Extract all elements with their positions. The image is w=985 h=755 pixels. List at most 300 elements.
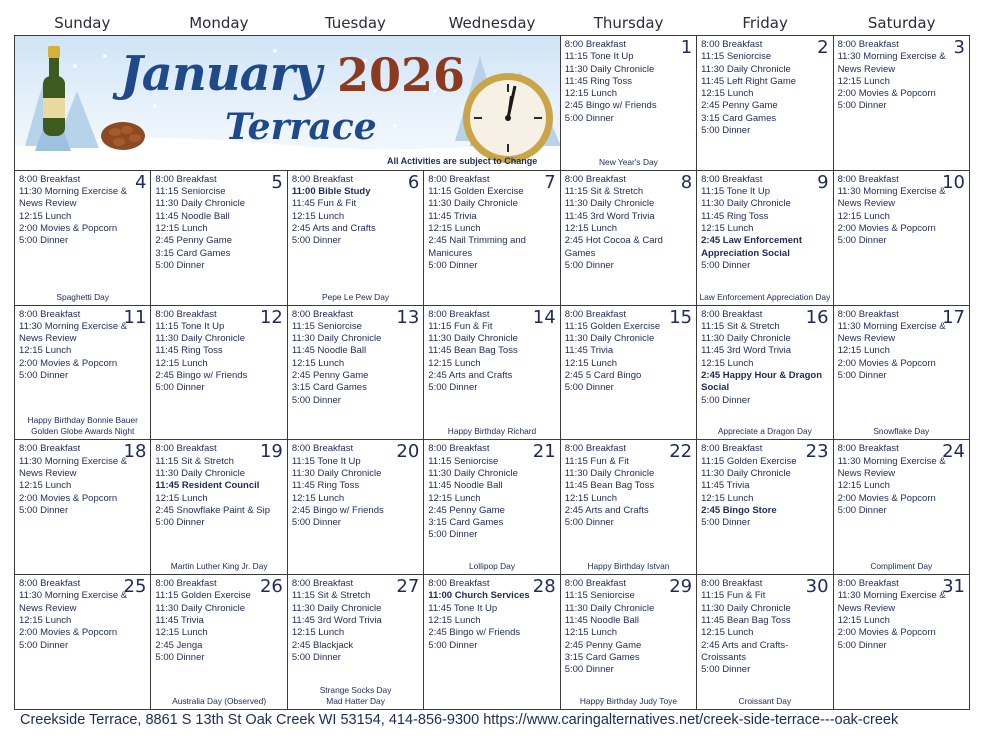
activity-item: 11:45 Trivia bbox=[155, 615, 204, 627]
activity-item: 2:00 Movies & Popcorn bbox=[837, 627, 936, 639]
day-cell bbox=[288, 440, 424, 575]
day-number: 9 bbox=[817, 171, 829, 193]
day-note bbox=[17, 292, 148, 303]
day-note bbox=[426, 561, 557, 572]
activity-item: News Review bbox=[837, 602, 896, 614]
activity-list bbox=[564, 171, 694, 272]
day-note bbox=[699, 696, 830, 707]
activity-item: 2:45 Penny Game bbox=[155, 235, 232, 247]
activity-item: 2:45 Bingo w/ Friends bbox=[291, 504, 384, 516]
activity-item: 12:15 Lunch bbox=[701, 357, 754, 369]
activity-item: 8:00 Breakfast bbox=[19, 308, 81, 320]
activity-item: 12:15 Lunch bbox=[155, 222, 208, 234]
activity-list bbox=[291, 306, 421, 407]
activity-item: 12:15 Lunch bbox=[155, 357, 208, 369]
activity-list bbox=[701, 306, 830, 407]
activity-item: 12:15 Lunch bbox=[564, 492, 617, 504]
activity-item: 12:15 Lunch bbox=[19, 210, 72, 222]
activity-item: 5:00 Dinner bbox=[428, 259, 478, 271]
activity-item: 11:30 Morning Exercise & bbox=[837, 455, 946, 467]
activity-item: 11:15 Tone It Up bbox=[155, 320, 225, 332]
activity-item: 3:15 Card Games bbox=[155, 247, 231, 259]
activity-list bbox=[291, 171, 421, 248]
activity-item: 11:15 Seniorcise bbox=[155, 186, 226, 198]
day-number: 28 bbox=[532, 576, 556, 598]
activity-item: 2:45 Hot Cocoa & Card Games bbox=[564, 235, 663, 259]
activity-item: 8:00 Breakfast bbox=[837, 39, 899, 50]
activity-item: 12:15 Lunch bbox=[564, 627, 617, 639]
day-note bbox=[563, 561, 694, 572]
activity-item: 11:30 Daily Chronicle bbox=[564, 198, 655, 210]
day-cell bbox=[834, 306, 970, 441]
activity-item: 11:15 Sit & Stretch bbox=[701, 320, 780, 332]
activity-item: 5:00 Dinner bbox=[564, 112, 614, 124]
activity-item: 11:45 Fun & Fit bbox=[291, 198, 357, 210]
activity-item: 11:45 Resident Council bbox=[155, 480, 260, 492]
day-cell bbox=[834, 171, 970, 306]
day-number: 27 bbox=[396, 576, 420, 598]
activity-list bbox=[565, 39, 694, 125]
day-note-line: Appreciate a Dragon Day bbox=[717, 426, 812, 437]
activity-item: 5:00 Dinner bbox=[155, 382, 205, 394]
day-number: 22 bbox=[669, 441, 693, 463]
day-cell bbox=[561, 171, 697, 306]
activity-item: 11:45 3rd Word Trivia bbox=[701, 345, 792, 357]
activity-item: 8:00 Breakfast bbox=[291, 578, 354, 590]
activity-item: 5:00 Dinner bbox=[701, 394, 751, 406]
activity-item: 11:30 Morning Exercise & bbox=[19, 455, 128, 467]
day-note-line: Australia Day (Observed) bbox=[172, 696, 267, 706]
day-number: 5 bbox=[271, 171, 283, 193]
activity-item: 11:15 Sit & Stretch bbox=[564, 186, 644, 198]
day-cell bbox=[151, 171, 287, 306]
day-note bbox=[426, 426, 557, 437]
activity-item: 11:45 Noodle Ball bbox=[428, 480, 503, 492]
activity-item: 11:15 Seniorcise bbox=[701, 51, 772, 63]
activity-item: 3:15 Card Games bbox=[564, 651, 640, 663]
day-number: 26 bbox=[259, 576, 283, 598]
activity-item: 12:15 Lunch bbox=[428, 222, 481, 234]
activity-item: 11:45 Tone It Up bbox=[428, 602, 498, 614]
activity-item: 11:15 Sit & Stretch bbox=[291, 590, 371, 602]
day-number: 6 bbox=[407, 171, 420, 193]
day-cell bbox=[288, 171, 424, 306]
activity-item: 5:00 Dinner bbox=[19, 370, 69, 382]
activity-item: 11:30 Morning Exercise & bbox=[837, 51, 946, 63]
day-cell bbox=[424, 171, 560, 306]
day-note-line: Golden Globe Awards Night bbox=[31, 426, 135, 437]
activity-list bbox=[838, 443, 967, 517]
activity-item: 8:00 Breakfast bbox=[428, 308, 490, 320]
day-number: 24 bbox=[942, 441, 965, 463]
activity-item: 11:30 Daily Chronicle bbox=[291, 602, 382, 614]
activity-item: 8:00 Breakfast bbox=[564, 39, 626, 50]
pine-cone-icon bbox=[101, 122, 145, 150]
activity-item: 2:45 Bingo w/ Friends bbox=[155, 370, 248, 382]
activity-item: 2:45 Penny Game bbox=[428, 504, 505, 516]
day-number: 11 bbox=[123, 306, 147, 328]
activity-item: 5:00 Dinner bbox=[19, 504, 69, 516]
activity-item: 8:00 Breakfast bbox=[155, 578, 217, 590]
activity-item: 8:00 Breakfast bbox=[564, 578, 626, 590]
activity-item: 2:00 Movies & Popcorn bbox=[837, 88, 936, 100]
activity-item: 8:00 Breakfast bbox=[155, 173, 217, 185]
activity-item: 11:30 Daily Chronicle bbox=[155, 602, 246, 614]
activity-item: 5:00 Dinner bbox=[701, 125, 751, 137]
activity-item: 11:30 Daily Chronicle bbox=[428, 198, 518, 210]
day-cell bbox=[834, 575, 970, 710]
day-note bbox=[153, 696, 284, 707]
activity-item: 2:00 Movies & Popcorn bbox=[837, 357, 936, 369]
dow-tuesday: Tuesday bbox=[324, 14, 386, 32]
activity-item: 5:00 Dinner bbox=[701, 259, 751, 271]
activity-item: News Review bbox=[837, 333, 896, 345]
activity-item: 5:00 Dinner bbox=[291, 651, 341, 663]
clock-icon bbox=[463, 73, 553, 163]
activity-item: 11:30 Daily Chronicle bbox=[701, 602, 791, 614]
activity-item: 8:00 Breakfast bbox=[428, 173, 490, 185]
activity-list bbox=[837, 306, 967, 383]
activity-item: 11:45 Trivia bbox=[701, 480, 750, 492]
activity-item: 12:15 Lunch bbox=[428, 357, 481, 369]
activity-item: 2:45 Bingo w/ Friends bbox=[564, 100, 657, 112]
day-number: 15 bbox=[669, 306, 693, 328]
activity-item: 2:45 Bingo w/ Friends bbox=[428, 627, 521, 639]
activity-item: 11:30 Daily Chronicle bbox=[701, 333, 791, 345]
day-cell bbox=[15, 575, 151, 710]
day-note bbox=[290, 685, 421, 707]
dow-friday: Friday bbox=[742, 14, 788, 32]
banner-title-sub: Terrace bbox=[225, 106, 377, 148]
activity-item: 5:00 Dinner bbox=[291, 517, 341, 529]
activity-item: 11:30 Daily Chronicle bbox=[564, 467, 655, 479]
day-cell bbox=[15, 171, 151, 306]
activity-list bbox=[292, 578, 421, 664]
activity-item: 5:00 Dinner bbox=[428, 382, 478, 394]
footer-address: Creekside Terrace, 8861 S 13th St Oak Creek WI 53154, 414-856-9300 https://www.caringalternatives.net/creek-side-terrace---oak-creek bbox=[20, 712, 899, 728]
day-cell bbox=[424, 575, 560, 710]
activity-item: 12:15 Lunch bbox=[291, 492, 345, 504]
activity-item: 11:30 Daily Chronicle bbox=[564, 602, 655, 614]
activity-item: 11:15 Seniorcise bbox=[428, 455, 499, 467]
day-number: 12 bbox=[259, 306, 283, 328]
day-cell bbox=[834, 440, 970, 575]
day-number: 31 bbox=[942, 576, 965, 598]
day-note-line: Martin Luther King Jr. Day bbox=[170, 561, 268, 572]
activity-item: 8:00 Breakfast bbox=[428, 578, 490, 590]
activity-item: 2:45 Arts and Crafts- Croissants bbox=[701, 639, 789, 663]
day-note bbox=[699, 426, 830, 437]
activity-item: 2:45 Law Enforcement Appreciation Social bbox=[701, 235, 802, 259]
activity-item: 12:15 Lunch bbox=[701, 627, 754, 639]
activity-item: 12:15 Lunch bbox=[155, 627, 208, 639]
activity-item: 8:00 Breakfast bbox=[701, 39, 763, 50]
activity-item: 11:45 Ring Toss bbox=[564, 75, 632, 87]
activity-item: 11:15 Tone It Up bbox=[564, 51, 634, 63]
activity-item: 2:45 Penny Game bbox=[291, 370, 369, 382]
day-cell bbox=[151, 306, 287, 441]
activity-list bbox=[565, 443, 694, 529]
activity-item: News Review bbox=[837, 63, 896, 75]
activity-item: 5:00 Dinner bbox=[155, 651, 205, 663]
activity-item: 12:15 Lunch bbox=[837, 480, 890, 492]
activity-list bbox=[701, 39, 830, 137]
activity-list bbox=[292, 443, 421, 529]
activity-item: 12:15 Lunch bbox=[428, 615, 481, 627]
activity-item: 11:30 Morning Exercise & bbox=[19, 320, 128, 332]
day-number: 20 bbox=[396, 441, 420, 463]
activity-item: 5:00 Dinner bbox=[837, 639, 887, 651]
activity-item: 8:00 Breakfast bbox=[564, 173, 626, 185]
activity-item: 2:00 Movies & Popcorn bbox=[837, 222, 936, 234]
activity-item: 5:00 Dinner bbox=[19, 639, 69, 651]
activity-item: 8:00 Breakfast bbox=[155, 308, 217, 320]
activity-item: News Review bbox=[837, 467, 896, 479]
calendar-grid bbox=[14, 35, 970, 710]
day-note-line: New Year's Day bbox=[598, 156, 658, 167]
activity-item: 5:00 Dinner bbox=[837, 504, 887, 516]
day-cell bbox=[288, 575, 424, 710]
day-cell bbox=[697, 575, 833, 710]
day-number: 29 bbox=[669, 576, 693, 598]
activity-item: 11:00 Bible Study bbox=[291, 186, 371, 198]
activity-item: 11:45 3rd Word Trivia bbox=[291, 615, 382, 627]
activity-item: 11:15 Golden Exercise bbox=[428, 186, 524, 198]
day-cell bbox=[697, 171, 833, 306]
day-cell bbox=[561, 440, 697, 575]
day-cell bbox=[151, 440, 287, 575]
calendar-banner bbox=[15, 36, 561, 171]
activity-item: 11:30 Morning Exercise & bbox=[19, 590, 128, 602]
day-note bbox=[563, 157, 694, 168]
activity-list bbox=[564, 306, 694, 395]
dow-sunday: Sunday bbox=[54, 14, 111, 32]
activity-item: 11:15 Seniorcise bbox=[564, 590, 635, 602]
day-note bbox=[17, 415, 148, 437]
activity-item: 11:15 Golden Exercise bbox=[155, 590, 251, 602]
activity-item: 8:00 Breakfast bbox=[701, 173, 763, 185]
activity-list bbox=[428, 578, 557, 652]
activity-item: 5:00 Dinner bbox=[837, 100, 887, 112]
activity-item: 8:00 Breakfast bbox=[291, 308, 354, 320]
day-number: 21 bbox=[532, 441, 556, 463]
activity-item: 12:15 Lunch bbox=[564, 88, 617, 100]
day-number: 30 bbox=[805, 576, 829, 598]
activity-item: 5:00 Dinner bbox=[428, 529, 478, 541]
day-note-line: Happy Birthday Richard bbox=[447, 426, 537, 437]
banner-disclaimer: All Activities are subject to Change bbox=[387, 155, 538, 166]
day-number: 17 bbox=[942, 306, 965, 328]
day-number: 3 bbox=[953, 37, 965, 58]
activity-item: News Review bbox=[19, 602, 77, 614]
activity-item: 2:45 Arts and Crafts bbox=[291, 222, 376, 234]
activity-item: 8:00 Breakfast bbox=[837, 578, 899, 590]
day-number: 2 bbox=[817, 37, 829, 58]
activity-item: 5:00 Dinner bbox=[428, 639, 478, 651]
day-cell bbox=[424, 440, 560, 575]
activity-item: 11:45 Trivia bbox=[428, 210, 477, 222]
activity-item: 11:45 Bean Bag Toss bbox=[701, 615, 791, 627]
activity-item: 11:45 Bean Bag Toss bbox=[428, 345, 518, 357]
activity-item: 8:00 Breakfast bbox=[291, 173, 354, 185]
activity-item: 3:15 Card Games bbox=[291, 382, 367, 394]
activity-item: 12:15 Lunch bbox=[291, 210, 345, 222]
activity-item: 11:45 Ring Toss bbox=[155, 345, 223, 357]
activity-item: 2:00 Movies & Popcorn bbox=[19, 492, 118, 504]
day-number: 23 bbox=[805, 441, 829, 463]
day-cell bbox=[834, 36, 970, 171]
day-number: 16 bbox=[805, 306, 829, 328]
days-of-week-header bbox=[14, 14, 970, 34]
activity-item: 5:00 Dinner bbox=[564, 382, 614, 394]
activity-item: 12:15 Lunch bbox=[19, 480, 72, 492]
day-note-line: Happy Birthday Judy Toye bbox=[579, 696, 677, 706]
day-number: 18 bbox=[123, 441, 147, 463]
activity-list bbox=[701, 171, 830, 272]
activity-item: 12:15 Lunch bbox=[701, 88, 754, 100]
activity-list bbox=[155, 171, 284, 272]
activity-item: 2:45 Penny Game bbox=[564, 639, 642, 651]
activity-list bbox=[428, 171, 557, 272]
activity-item: 8:00 Breakfast bbox=[19, 578, 81, 590]
activity-item: 8:00 Breakfast bbox=[837, 443, 899, 455]
activity-item: 2:00 Movies & Popcorn bbox=[19, 222, 118, 234]
day-note-line: Croissant Day bbox=[738, 696, 792, 706]
day-note-line: Lollipop Day bbox=[468, 561, 516, 572]
day-note-line: Spaghetti Day bbox=[56, 291, 110, 302]
banner-title-month: January bbox=[120, 46, 321, 102]
day-cell bbox=[561, 306, 697, 441]
activity-item: 11:15 Golden Exercise bbox=[564, 320, 661, 332]
day-note-line: Snowflake Day bbox=[873, 426, 930, 437]
activity-item: 8:00 Breakfast bbox=[701, 443, 763, 455]
activity-list bbox=[701, 443, 830, 529]
activity-item: 12:15 Lunch bbox=[701, 492, 754, 504]
activity-item: 12:15 Lunch bbox=[837, 210, 890, 222]
activity-item: 11:30 Daily Chronicle bbox=[155, 198, 246, 210]
day-note-line: Strange Socks Day bbox=[319, 685, 392, 695]
activity-item: 2:45 Blackjack bbox=[291, 639, 354, 651]
day-cell bbox=[561, 575, 697, 710]
activity-list bbox=[838, 578, 967, 652]
activity-item: 11:00 Church Services bbox=[428, 590, 530, 602]
activity-item: 5:00 Dinner bbox=[155, 517, 205, 529]
day-number: 25 bbox=[123, 576, 147, 598]
activity-list bbox=[428, 306, 557, 395]
activity-item: 12:15 Lunch bbox=[428, 492, 481, 504]
activity-item: 11:45 Bean Bag Toss bbox=[564, 480, 655, 492]
day-note bbox=[290, 292, 421, 303]
day-number: 13 bbox=[396, 306, 420, 328]
activity-list bbox=[565, 578, 694, 676]
activity-item: 11:15 Sit & Stretch bbox=[155, 455, 234, 467]
day-number: 4 bbox=[134, 171, 147, 193]
activity-item: 11:30 Daily Chronicle bbox=[428, 333, 518, 345]
activity-list bbox=[701, 578, 830, 676]
activity-item: 5:00 Dinner bbox=[701, 517, 751, 529]
activity-item: 5:00 Dinner bbox=[155, 259, 205, 271]
activity-item: 11:15 Seniorcise bbox=[291, 320, 362, 332]
activity-item: 11:30 Daily Chronicle bbox=[701, 198, 791, 210]
activity-item: 12:15 Lunch bbox=[291, 357, 345, 369]
activity-item: 8:00 Breakfast bbox=[19, 443, 81, 455]
activity-item: 11:30 Daily Chronicle bbox=[564, 333, 655, 345]
day-note-line: Mad Hatter Day bbox=[326, 696, 385, 706]
day-note-line: Happy Birthday Istvan bbox=[587, 561, 670, 572]
day-number: 19 bbox=[259, 441, 283, 463]
activity-item: 2:45 Arts and Crafts bbox=[564, 504, 649, 516]
activity-item: 11:30 Daily Chronicle bbox=[291, 333, 382, 345]
day-number: 14 bbox=[532, 306, 556, 328]
day-note-line: Law Enforcement Appreciation Day bbox=[699, 291, 831, 302]
activity-item: 11:30 Daily Chronicle bbox=[701, 467, 791, 479]
dow-wednesday: Wednesday bbox=[448, 14, 536, 32]
activity-list bbox=[19, 578, 148, 652]
activity-item: 11:30 Morning Exercise & bbox=[837, 590, 946, 602]
activity-item: 11:30 Daily Chronicle bbox=[701, 63, 791, 75]
activity-item: 11:45 Left Right Game bbox=[701, 75, 797, 87]
activity-item: 11:15 Fun & Fit bbox=[701, 590, 766, 602]
day-number: 8 bbox=[680, 171, 693, 193]
activity-list bbox=[838, 39, 967, 113]
activity-item: 8:00 Breakfast bbox=[837, 173, 899, 185]
activity-item: 11:30 Daily Chronicle bbox=[291, 467, 382, 479]
activity-item: 11:30 Daily Chronicle bbox=[155, 333, 246, 345]
activity-item: 5:00 Dinner bbox=[837, 370, 887, 382]
activity-list bbox=[19, 443, 148, 517]
activity-list bbox=[155, 443, 284, 529]
activity-item: News Review bbox=[837, 198, 896, 210]
activity-item: 8:00 Breakfast bbox=[701, 578, 763, 590]
activity-item: 5:00 Dinner bbox=[564, 517, 614, 529]
activity-item: 5:00 Dinner bbox=[291, 235, 341, 247]
activity-item: 12:15 Lunch bbox=[837, 615, 890, 627]
activity-item: 11:15 Tone It Up bbox=[291, 455, 361, 467]
activity-item: 11:15 Fun & Fit bbox=[564, 455, 629, 467]
activity-item: 8:00 Breakfast bbox=[291, 443, 354, 455]
activity-item: 12:15 Lunch bbox=[19, 615, 72, 627]
activity-item: 5:00 Dinner bbox=[19, 235, 69, 247]
activity-item: 11:30 Daily Chronicle bbox=[564, 63, 655, 75]
activity-item: 12:15 Lunch bbox=[19, 345, 72, 357]
activity-item: 11:45 Trivia bbox=[564, 345, 614, 357]
activity-item: 8:00 Breakfast bbox=[155, 443, 217, 455]
day-cell bbox=[15, 440, 151, 575]
activity-item: 8:00 Breakfast bbox=[701, 308, 763, 320]
activity-item: 5:00 Dinner bbox=[701, 664, 751, 676]
activity-item: 2:00 Movies & Popcorn bbox=[19, 357, 118, 369]
activity-item: 11:15 Golden Exercise bbox=[701, 455, 797, 467]
activity-item: 5:00 Dinner bbox=[837, 235, 887, 247]
activity-item: News Review bbox=[19, 467, 77, 479]
activity-list bbox=[19, 171, 148, 248]
activity-item: 8:00 Breakfast bbox=[564, 443, 626, 455]
day-note-line: Happy Birthday Bonnie Bauer bbox=[27, 415, 138, 426]
activity-item: 3:15 Card Games bbox=[428, 517, 504, 529]
activity-item: 11:30 Daily Chronicle bbox=[428, 467, 518, 479]
day-cell bbox=[697, 36, 833, 171]
day-note-line: Compliment Day bbox=[870, 561, 933, 572]
activity-item: 11:45 Ring Toss bbox=[291, 480, 360, 492]
activity-item: 2:45 Penny Game bbox=[701, 100, 778, 112]
banner-title-year: 2026 bbox=[337, 48, 466, 102]
activity-list bbox=[428, 443, 557, 541]
activity-item: 5:00 Dinner bbox=[291, 394, 341, 406]
dow-monday: Monday bbox=[189, 14, 249, 32]
day-note bbox=[836, 561, 967, 572]
activity-item: 12:15 Lunch bbox=[564, 222, 617, 234]
dow-saturday: Saturday bbox=[867, 14, 936, 32]
